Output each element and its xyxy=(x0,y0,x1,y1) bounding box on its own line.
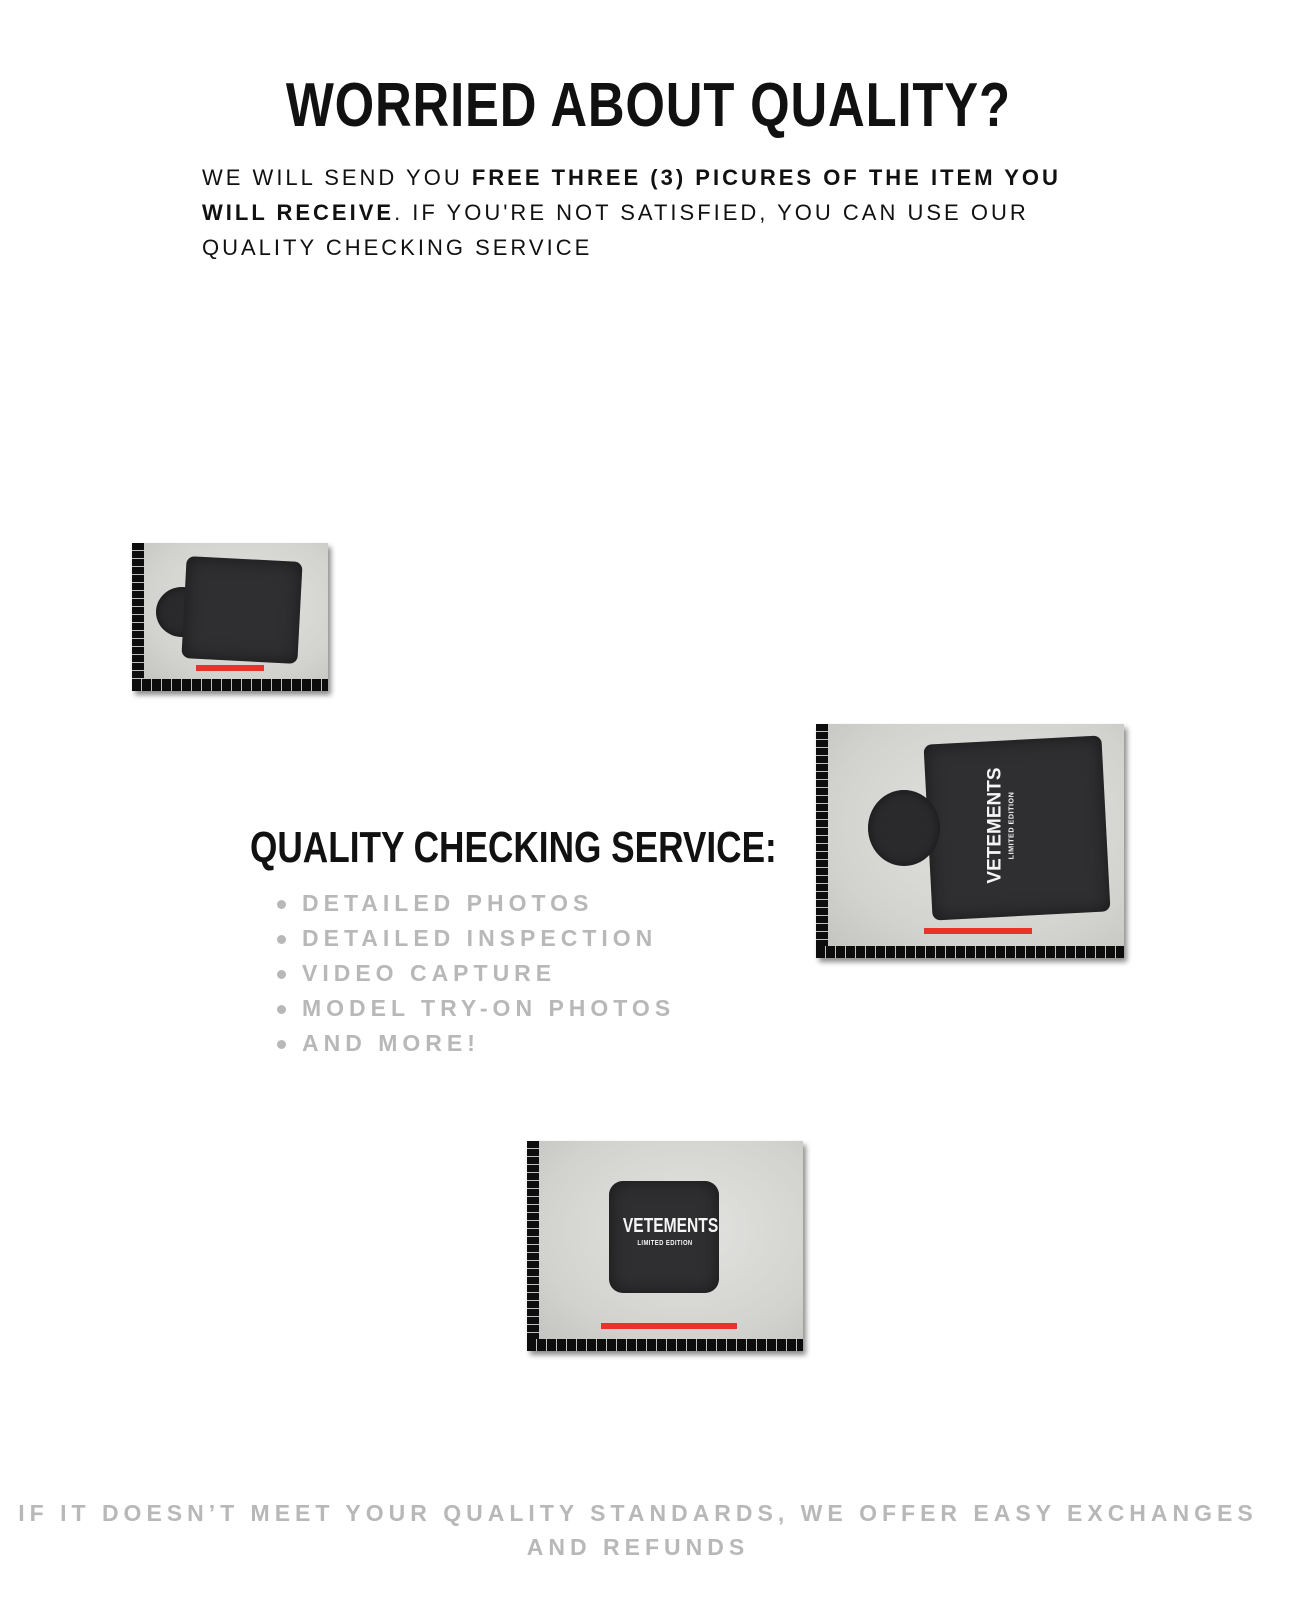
bullet-icon xyxy=(277,1005,286,1014)
brand-subtext: LIMITED EDITION xyxy=(637,1238,693,1247)
ruler-horizontal xyxy=(816,946,1124,958)
hoodie-shape xyxy=(181,556,302,664)
page-title: WORRIED ABOUT QUALITY? xyxy=(285,71,1011,140)
bullet-icon xyxy=(277,900,286,909)
vetements-print xyxy=(622,1215,719,1247)
ruler-vertical xyxy=(816,724,828,958)
bullet-icon xyxy=(277,1040,286,1049)
qc-service-title: QUALITY CHECKING SERVICE: xyxy=(250,823,777,872)
intro-prefix: WE WILL SEND YOU xyxy=(202,165,472,190)
list-item-label: AND MORE! xyxy=(302,1030,480,1056)
list-item-label: MODEL TRY-ON PHOTOS xyxy=(302,995,676,1021)
brand-text: VETEMENTS xyxy=(984,767,1006,884)
ruler-horizontal xyxy=(132,679,328,691)
list-item xyxy=(272,886,675,921)
ruler-vertical xyxy=(132,543,144,691)
list-item xyxy=(272,991,675,1026)
list-item-label: DETAILED INSPECTION xyxy=(302,925,658,951)
exchange-refund-note: IF IT DOESN’T MEET YOUR QUALITY STANDARDS, WE OFFER EASY EXCHANGES AND REFUNDS xyxy=(18,1500,1258,1560)
scale-bar xyxy=(924,928,1032,934)
bullet-icon xyxy=(277,970,286,979)
intro-suffix: . IF YOU'RE NOT SATISFIED, YOU CAN USE OUR QUALITY CHECKING SERVICE xyxy=(202,200,1029,260)
list-item xyxy=(272,1026,675,1061)
product-photo-3[interactable] xyxy=(527,1141,803,1351)
list-item-label: DETAILED PHOTOS xyxy=(302,890,594,916)
scale-bar xyxy=(196,665,264,671)
hoodie-shape xyxy=(924,735,1111,920)
list-item-label: VIDEO CAPTURE xyxy=(302,960,557,986)
vetements-print xyxy=(985,767,1016,883)
ruler-vertical xyxy=(527,1141,539,1351)
hood-shape xyxy=(868,790,940,866)
brand-text: VETEMENTS xyxy=(622,1215,719,1237)
ruler-horizontal xyxy=(527,1339,803,1351)
qc-service-list xyxy=(272,886,675,1061)
bullet-icon xyxy=(277,935,286,944)
brand-subtext: LIMITED EDITION xyxy=(1006,791,1016,860)
product-photo-1[interactable] xyxy=(132,543,328,691)
list-item xyxy=(272,956,675,991)
intro-paragraph xyxy=(202,160,1102,265)
list-item xyxy=(272,921,675,956)
intro-bold: FREE THREE (3) PICURES OF THE ITEM YOU WILL RECEIVE xyxy=(202,165,1061,225)
scale-bar xyxy=(601,1323,737,1329)
product-photo-2[interactable] xyxy=(816,724,1124,958)
